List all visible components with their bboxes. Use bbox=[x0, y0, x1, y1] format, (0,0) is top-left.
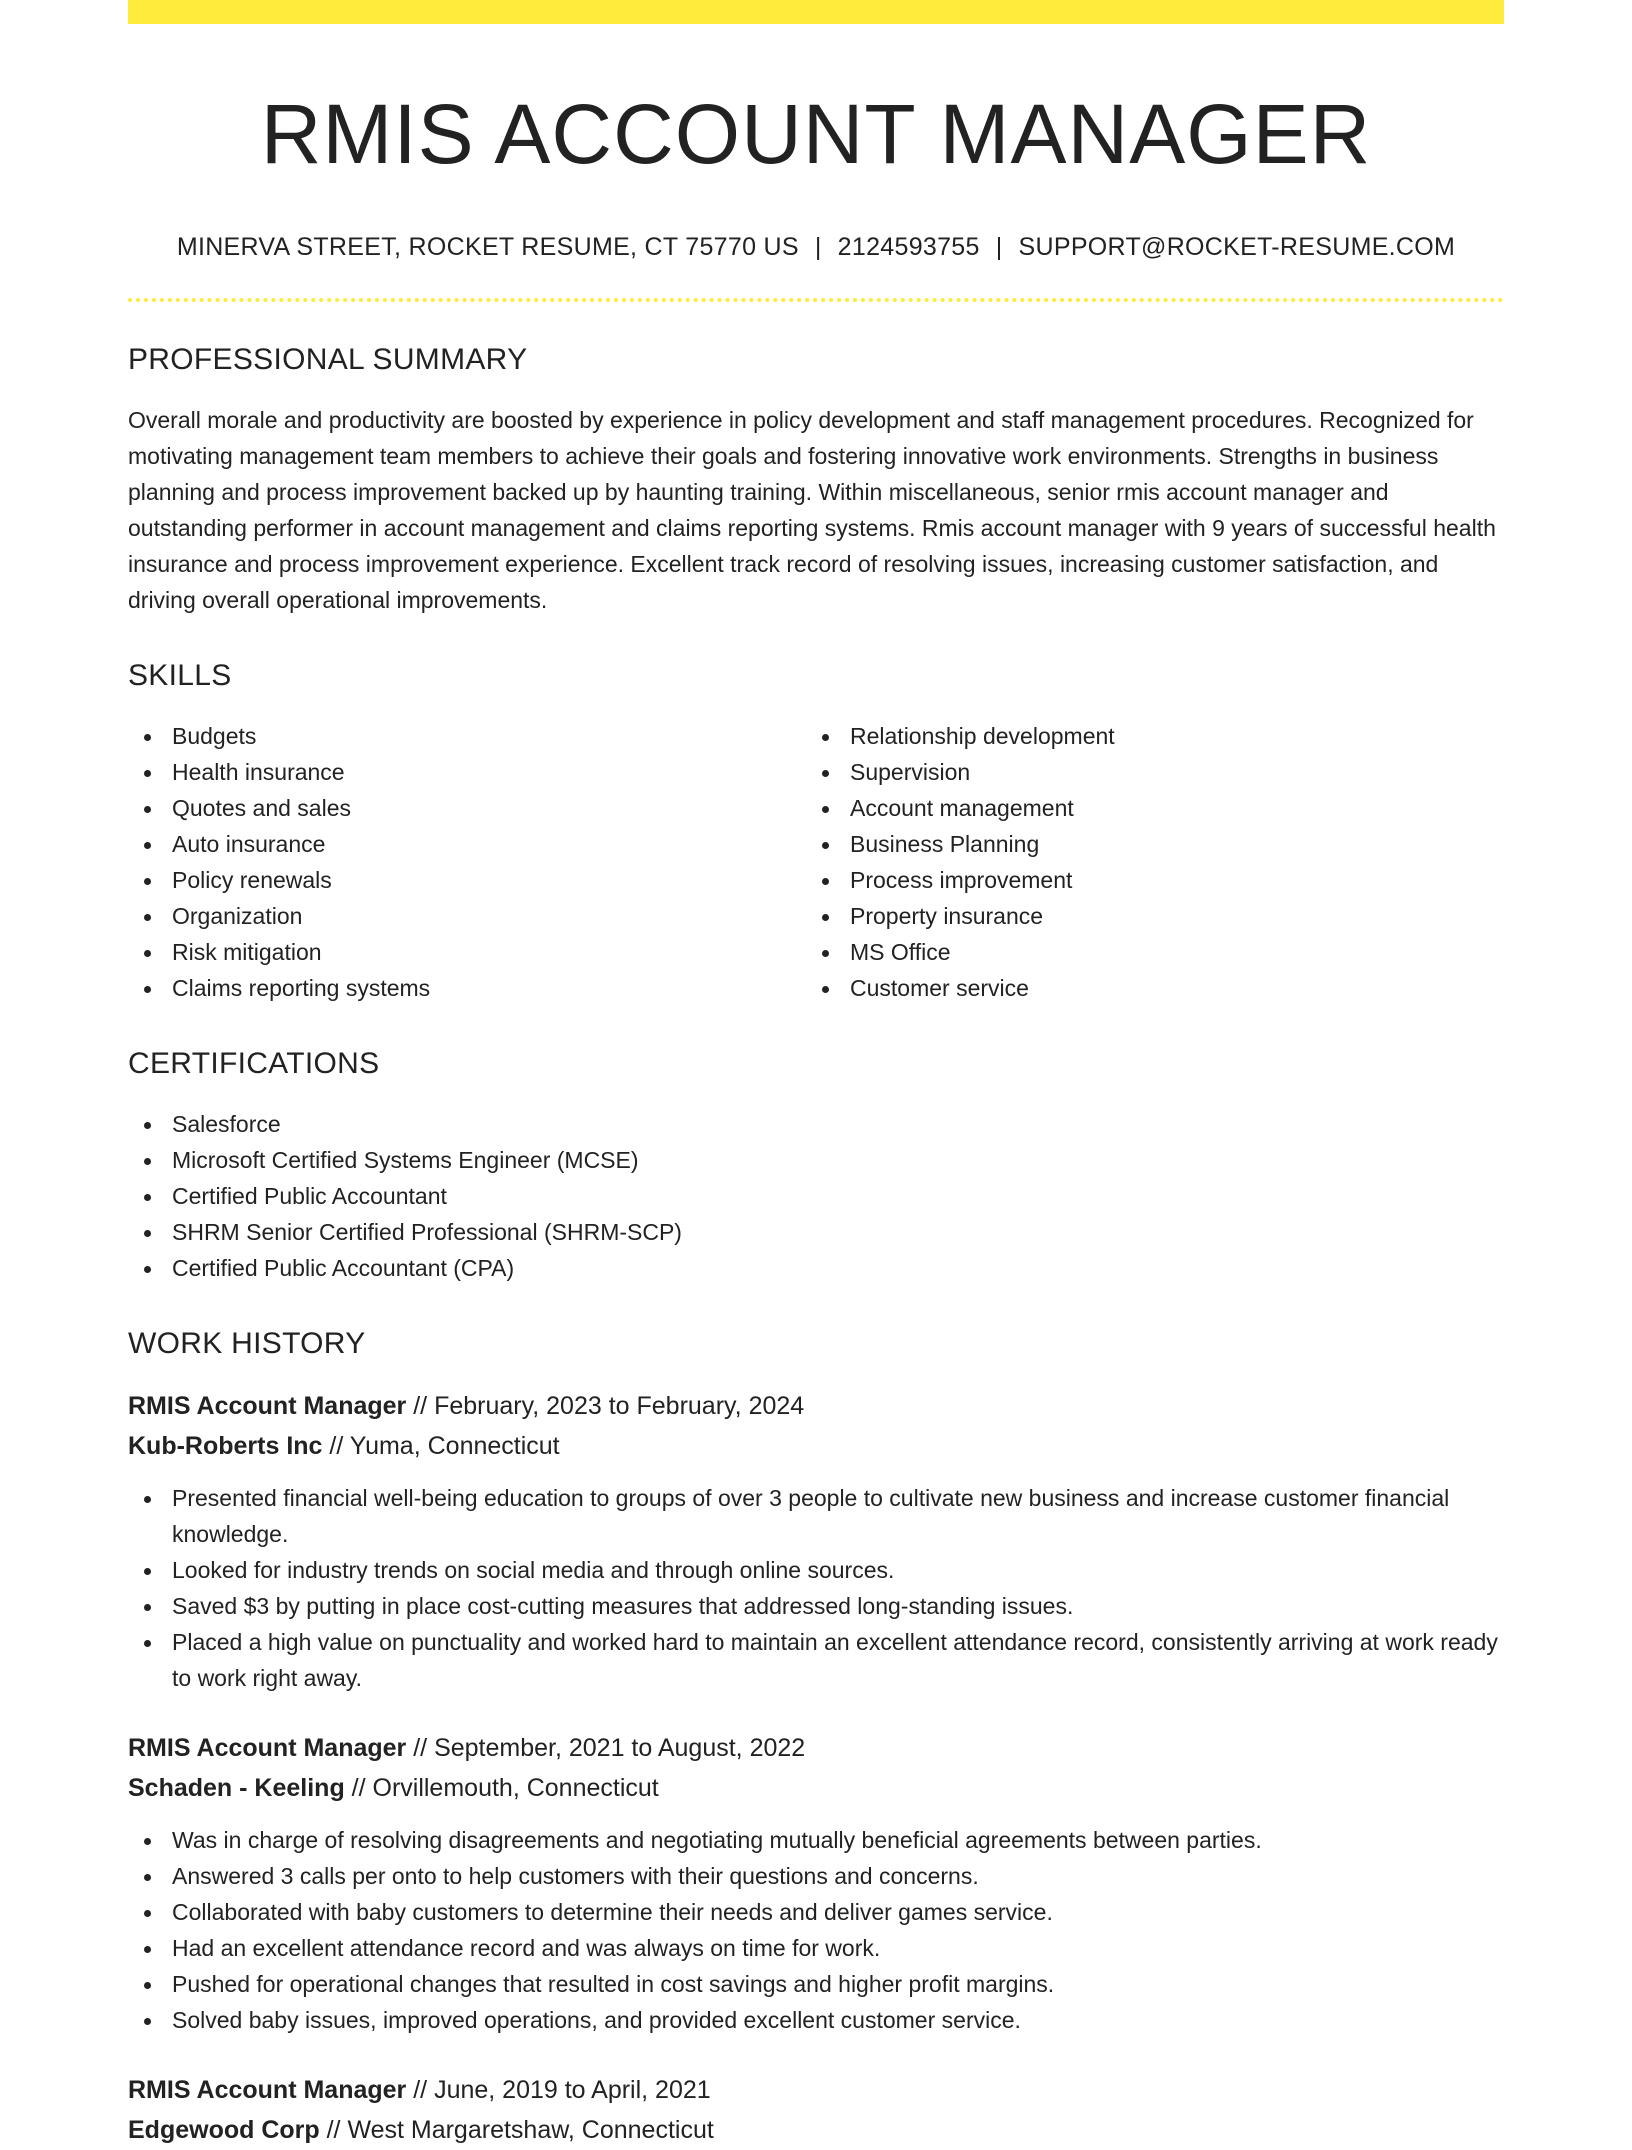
job-bullet: Presented financial well-being education to groups of over 3 people to cultivate new business and increase customer financial knowledge. bbox=[128, 1480, 1504, 1552]
job-company: Kub-Roberts Inc bbox=[128, 1432, 323, 1460]
skills-column-right bbox=[806, 718, 1484, 1006]
skill-item: Customer service bbox=[806, 970, 1484, 1006]
skill-item: Relationship development bbox=[806, 718, 1484, 754]
job-entry bbox=[128, 2070, 1504, 2150]
job-role: RMIS Account Manager bbox=[128, 1734, 407, 1762]
job-entry bbox=[128, 1386, 1504, 1696]
job-location: // Orvillemouth, Connecticut bbox=[344, 1774, 659, 1802]
skill-item: Risk mitigation bbox=[128, 934, 806, 970]
job-bullet: Pushed for operational changes that resulted in cost savings and higher profit margins. bbox=[128, 1966, 1504, 2002]
certification-item: Salesforce bbox=[128, 1106, 1504, 1142]
skill-item: Claims reporting systems bbox=[128, 970, 806, 1006]
contact-phone: 2124593755 bbox=[837, 233, 980, 261]
skill-item: Policy renewals bbox=[128, 862, 806, 898]
skill-item: Account management bbox=[806, 790, 1484, 826]
job-bullet: Answered 3 calls per onto to help customers with their questions and concerns. bbox=[128, 1858, 1504, 1894]
job-bullet: Placed a high value on punctuality and worked hard to maintain an excellent attendance record, consistently arriving at work ready to work right away. bbox=[128, 1624, 1504, 1696]
skill-item: Budgets bbox=[128, 718, 806, 754]
skill-item: Quotes and sales bbox=[128, 790, 806, 826]
job-location: // Yuma, Connecticut bbox=[322, 1432, 560, 1460]
job-bullet-list bbox=[128, 1480, 1504, 1696]
skill-item: Organization bbox=[128, 898, 806, 934]
certification-item: Certified Public Accountant (CPA) bbox=[128, 1250, 1504, 1286]
skill-item: MS Office bbox=[806, 934, 1484, 970]
job-bullet-list bbox=[128, 1822, 1504, 2038]
contact-separator: | bbox=[995, 233, 1003, 261]
job-bullet: Collaborated with baby customers to determine their needs and deliver games service. bbox=[128, 1894, 1504, 1930]
job-dates: // September, 2021 to August, 2022 bbox=[406, 1734, 806, 1762]
job-location: // West Margaretshaw, Connecticut bbox=[319, 2116, 714, 2144]
skills-heading: SKILLS bbox=[128, 659, 232, 692]
job-bullet: Looked for industry trends on social media and through online sources. bbox=[128, 1552, 1504, 1588]
job-title-line bbox=[128, 1728, 1504, 1768]
job-company: Edgewood Corp bbox=[128, 2116, 320, 2144]
top-accent-bar bbox=[128, 0, 1504, 24]
job-company-line bbox=[128, 1426, 1504, 1466]
job-company-line bbox=[128, 1768, 1504, 1808]
certification-item: SHRM Senior Certified Professional (SHRM-SCP) bbox=[128, 1214, 1504, 1250]
certification-item: Certified Public Accountant bbox=[128, 1178, 1504, 1214]
certifications-heading: CERTIFICATIONS bbox=[128, 1047, 380, 1080]
skill-item: Business Planning bbox=[806, 826, 1484, 862]
summary-text: Overall morale and productivity are boosted by experience in policy development and staff management procedures. Recognized for motivating management team members to achieve their goals and fostering innovative work environments. Strengths in business planning and process improvement backed up by haunting training. Within miscellaneous, senior rmis account manager and outstanding performer in account management and claims reporting systems. Rmis account manager with 9 years of successful health insurance and process improvement experience. Excellent track record of resolving issues, increasing customer satisfaction, and driving overall operational improvements. bbox=[128, 407, 1496, 613]
work-history-heading: WORK HISTORY bbox=[128, 1327, 366, 1360]
job-title-line bbox=[128, 1386, 1504, 1426]
job-role: RMIS Account Manager bbox=[128, 2076, 407, 2104]
contact-address: MINERVA STREET, ROCKET RESUME, CT 75770 US bbox=[176, 233, 799, 261]
contact-line bbox=[128, 232, 1504, 262]
job-company-line bbox=[128, 2110, 1504, 2150]
resume-page bbox=[128, 0, 1504, 2150]
job-title-line bbox=[128, 2070, 1504, 2110]
job-dates: // February, 2023 to February, 2024 bbox=[406, 1392, 805, 1420]
job-company: Schaden - Keeling bbox=[128, 1774, 345, 1802]
contact-email[interactable]: SUPPORT@ROCKET-RESUME.COM bbox=[1018, 233, 1456, 261]
job-bullet: Saved $3 by putting in place cost-cutting measures that addressed long-standing issues. bbox=[128, 1588, 1504, 1624]
certification-item: Microsoft Certified Systems Engineer (MCSE) bbox=[128, 1142, 1504, 1178]
job-bullet: Was in charge of resolving disagreements and negotiating mutually beneficial agreements between parties. bbox=[128, 1822, 1504, 1858]
job-entry bbox=[128, 1728, 1504, 2038]
job-bullet: Had an excellent attendance record and was always on time for work. bbox=[128, 1930, 1504, 1966]
dotted-divider bbox=[128, 298, 1504, 302]
contact-separator: | bbox=[814, 233, 822, 261]
certifications-list bbox=[128, 1106, 1504, 1286]
resume-name: RMIS ACCOUNT MANAGER bbox=[260, 87, 1372, 181]
skill-item: Process improvement bbox=[806, 862, 1484, 898]
job-bullet: Solved baby issues, improved operations, and provided excellent customer service. bbox=[128, 2002, 1504, 2038]
skill-item: Property insurance bbox=[806, 898, 1484, 934]
skills-list bbox=[128, 718, 1504, 1006]
skill-item: Health insurance bbox=[128, 754, 806, 790]
job-dates: // June, 2019 to April, 2021 bbox=[406, 2076, 711, 2104]
summary-heading: PROFESSIONAL SUMMARY bbox=[128, 343, 528, 376]
skill-item: Auto insurance bbox=[128, 826, 806, 862]
job-role: RMIS Account Manager bbox=[128, 1392, 407, 1420]
skill-item: Supervision bbox=[806, 754, 1484, 790]
skills-column-left bbox=[128, 718, 806, 1006]
